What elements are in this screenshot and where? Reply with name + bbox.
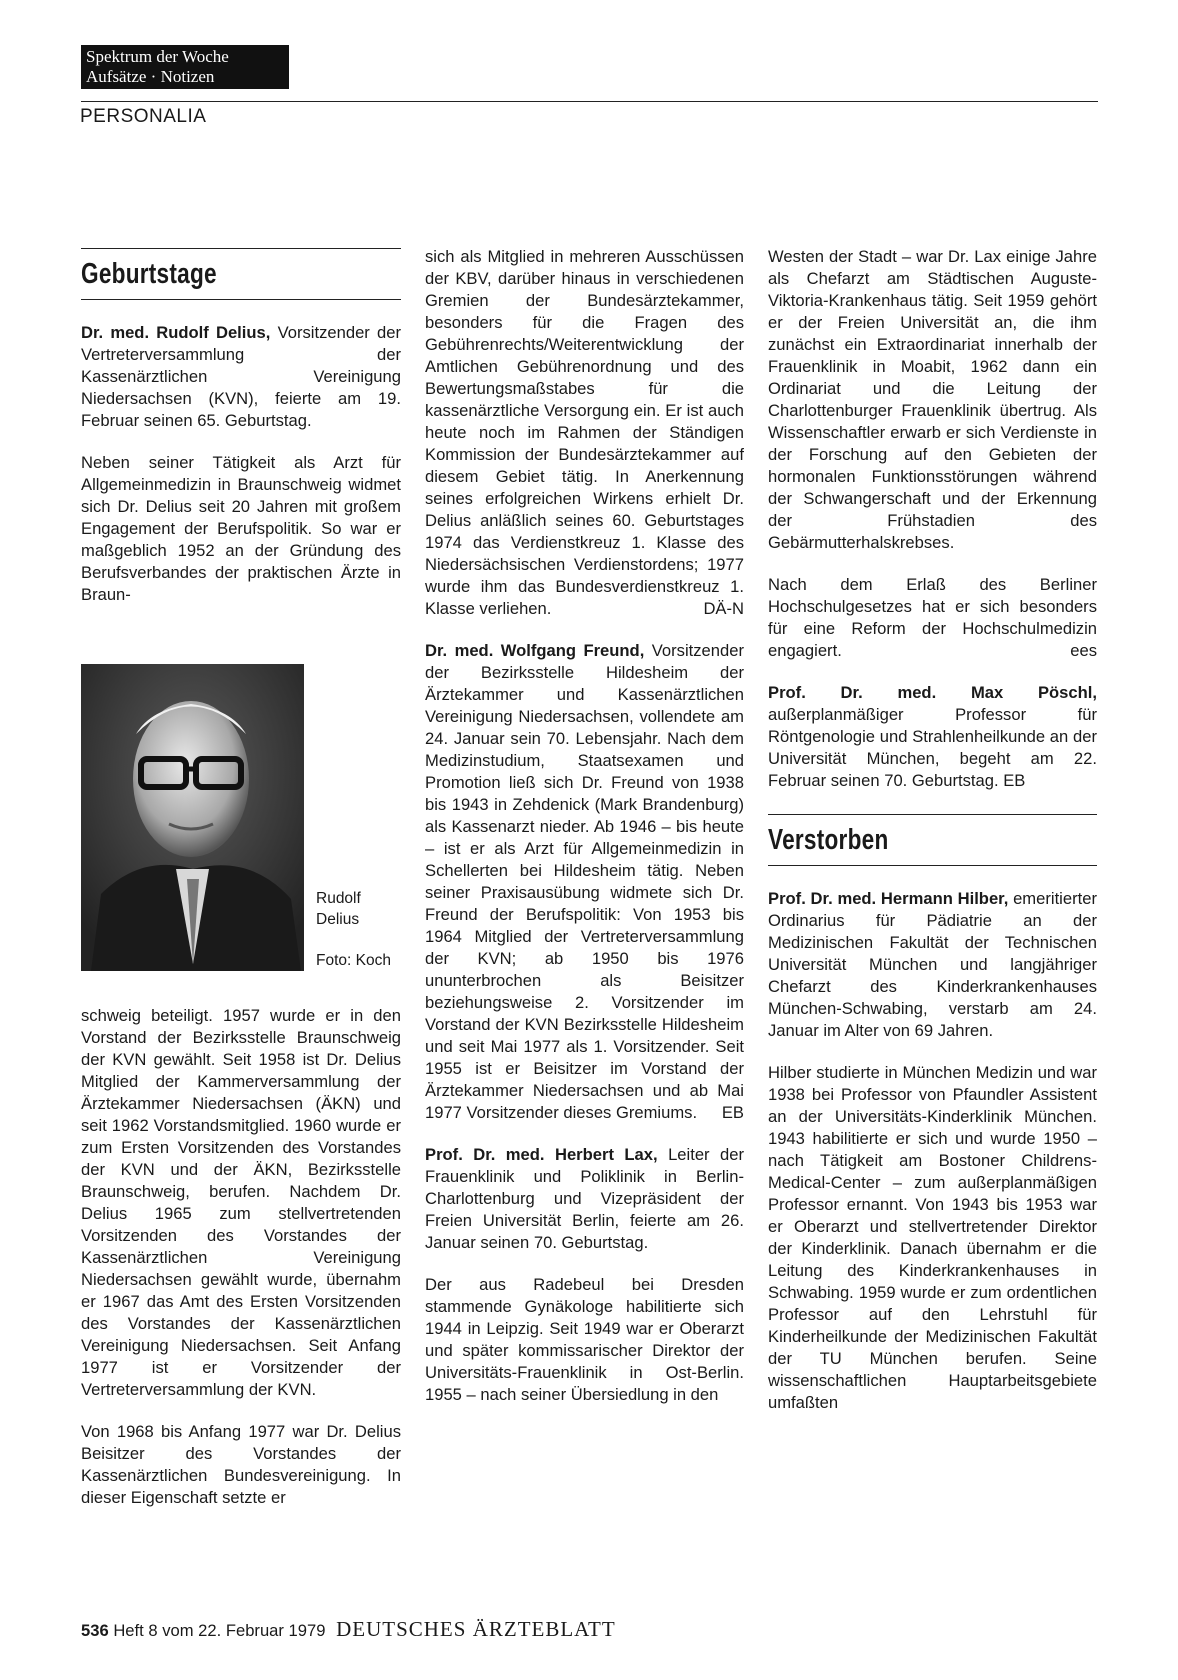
author-tag: EB [721, 1103, 744, 1122]
paragraph [768, 888, 1097, 1042]
person-name: Dr. med. Rudolf Delius, [81, 323, 271, 342]
section-label: PERSONALIA [80, 106, 207, 127]
person-name: Dr. med. Wolfgang Freund, [425, 641, 645, 660]
portrait-image [81, 664, 304, 971]
title-rule-bottom [768, 865, 1097, 866]
paragraph-text: Vorsitzender der Bezirksstelle Hildesheim der Ärztekammer und Kassenärztlichen Vereinigung Niedersachsen, vollendete am 24. Januar sein 70. Lebensjahr. Nach dem Medizinstudium, Staatsexamen und Promotion ließ sich Dr. Freund von 1938 bis 1943 in Zehdenick (Mark Brandenburg) als Kassenarzt nieder. Ab 1946 – bis heute – ist er als Arzt für Allgemeinmedizin in Schellerten bei Hildesheim tätig. Neben seiner Praxisausübung widmete sich Dr. Freund der Berufspolitik: Von 1953 bis 1964 Mitglied der Vertreterversammlung der KVN; ab 1950 bis 1976 ununterbrochen als Beisitzer beziehungsweise 2. Vorsitzender im Vorstand der KVN Bezirksstelle Hildesheim und seit Mai 1977 als 1. Vorsitzender. Seit 1955 ist er Beisitzer im Vorstand der Ärztekammer Niedersachsen und ab Mai 1977 Vorsitzender dieses Gremiums. [425, 641, 744, 1122]
paragraph-text: sich als Mitglied in mehreren Ausschüssen der KBV, darüber hinaus in verschiedenen Gremien der Bundesärztekammer, besonders für die Fragen des Gebührenrechts/Weiterentwicklung der Amtlichen Gebührenordnung und des Bewertungsmaßstabes für die kassenärztliche Versorgung ein. Er ist auch heute noch im Rahmen der Ständigen Kommission der Bundesärztekammer auf diesem Gebiet tätig. In Anerkennung seines erfolgreichen Wirkens erhielt Dr. Delius anläßlich seines 60. Geburtstages 1974 das Verdienstkreuz 1. Klasse des Niedersächsischen Verdienstordens; 1977 wurde ihm das Bundesverdienstkreuz 1. Klasse verliehen. [425, 247, 744, 618]
section-title-verstorben: Verstorben [768, 824, 889, 856]
paragraph [768, 682, 1097, 792]
magazine-name: DEUTSCHES ÄRZTEBLATT [336, 1617, 616, 1641]
photo-credit: Foto: Koch [316, 952, 391, 969]
paragraph [425, 246, 744, 620]
rubric-line-1: Spektrum der Woche [86, 47, 229, 66]
rubric-box [81, 45, 289, 89]
title-rule-top [768, 814, 1097, 815]
section-title-geburtstage: Geburtstage [81, 258, 217, 290]
paragraph [81, 322, 401, 432]
paragraph-text: Leiter der Frauenklinik und Poliklinik in Berlin-Charlottenburg und Vizepräsident der Freien Universität Berlin, feierte am 26. Januar seinen 70. Geburtstag. [425, 1145, 745, 1252]
paragraph: Der aus Radebeul bei Dresden stammende Gynäkologe habilitierte sich 1944 in Leipzig. Seit 1949 war er Oberarzt und später kommissarischer Direktor der Universitäts-Frauenklinik in Ost-Berlin. 1955 – nach seiner Übersiedlung in den [425, 1275, 744, 1404]
header-rule [81, 101, 1098, 102]
title-rule-top [81, 248, 401, 249]
page-footer [81, 1617, 616, 1642]
photo-caption-name [316, 888, 361, 930]
column-1 [81, 248, 401, 626]
paragraph-text: emeritierter Ordinarius für Pädiatrie an der Medizinischen Fakultät der Technischen Universität München und langjähriger Chefarzt des Kinderkrankenhauses München-Schwabing, verstarb am 24. Januar im Alter von 69 Jahren. [768, 889, 1097, 1040]
issue-info: Heft 8 vom 22. Februar 1979 [113, 1621, 326, 1640]
person-name: Prof. Dr. med. Hermann Hilber, [768, 889, 1009, 908]
caption-line: Rudolf [316, 890, 361, 907]
caption-line: Delius [316, 911, 360, 928]
person-name: Prof. Dr. med. Max Pöschl, [768, 683, 1097, 702]
column-1-continued [81, 1005, 401, 1529]
author-tag: ees [1070, 641, 1097, 660]
paragraph [768, 574, 1097, 662]
paragraph: Westen der Stadt – war Dr. Lax einige Jahre als Chefarzt am Städtischen Auguste-Viktoria-Krankenhaus tätig. Seit 1959 gehört er der Freien Universität an, die ihm zunächst ein Extraordinariat innerhalb der Frauenklinik in Moabit, 1962 dann ein Ordinariat und die Leitung der Charlottenburger Frauenklinik übertrug. Als Wissenschaftler erwarb er sich Verdienste in der Forschung auf den Gebieten der hormonalen Funktionsstörungen während der Schwangerschaft und der Erkennung der Frühstadien des Gebärmutterhalskrebses. [768, 247, 1097, 552]
paragraph: Hilber studierte in München Medizin und war 1938 bei Professor von Pfaundler Assistent an der Universitäts-Kinderklinik München. 1943 habilitierte er sich und wurde 1950 – nach Tätigkeit am Bostoner Childrens-Medical-Center – zum außerplanmäßigen Professor ernannt. Von 1943 bis 1953 war er Oberarzt und stellvertretender Direktor der Kinderklinik. Danach übernahm er die Leitung des Kinderkrankenhauses in Schwabing. 1959 wurde er zum ordentlichen Professor auf den Lehrstuhl für Kinderheilkunde der Medizinischen Fakultät der TU München berufen. Seine wissenschaftlichen Hauptarbeitsgebiete umfaßten [768, 1063, 1097, 1412]
author-tag: DÄ-N [703, 599, 744, 618]
paragraph: Neben seiner Tätigkeit als Arzt für Allgemeinmedizin in Braunschweig widmet sich Dr. Delius seit 20 Jahren mit großem Engagement der Berufspolitik. So war er maßgeblich 1952 an der Gründung des Berufsverbandes der praktischen Ärzte in Braun- [81, 453, 401, 604]
paragraph [425, 640, 744, 1124]
paragraph: Von 1968 bis Anfang 1977 war Dr. Delius Beisitzer des Vorstandes der Kassenärztlichen Bundesvereinigung. In dieser Eigenschaft setzte er [81, 1422, 401, 1507]
rubric-line-2: Aufsätze · Notizen [86, 67, 215, 86]
column-3 [768, 246, 1097, 1434]
paragraph-text: Nach dem Erlaß des Berliner Hochschulgesetzes hat er sich besonders für eine Reform der Hochschulmedizin engagiert. [768, 575, 1097, 660]
column-2 [425, 246, 744, 1426]
paragraph: schweig beteiligt. 1957 wurde er in den Vorstand der Bezirksstelle Braunschweig der KVN gewählt. Seit 1958 ist Dr. Delius Mitglied der Kammerversammlung der Ärztekammer Niedersachsen (ÄKN) und seit 1962 Vorstandsmitglied. 1960 wurde er zum Ersten Vorsitzenden des Vorstandes der KVN und der ÄKN, Bezirksstelle Braunschweig, berufen. Nachdem Dr. Delius 1965 zum stellvertretenden Vorsitzenden des Vorstandes der Kassenärztlichen Vereinigung Niedersachsen gewählt wurde, übernahm er 1967 das Amt des Ersten Vorsitzenden des Vorstandes der Kassenärztlichen Vereinigung Niedersachsen. Seit Anfang 1977 ist er Vorsitzender der Vertreterversammlung der KVN. [81, 1006, 401, 1399]
page-number: 536 [81, 1621, 109, 1640]
title-rule-bottom [81, 299, 401, 300]
paragraph-text: Vorsitzender der Vertreterversammlung der Kassenärztlichen Vereinigung Niedersachsen (KVN), feierte am 19. Februar seinen 65. Geburtstag. [81, 323, 401, 430]
paragraph [425, 1144, 744, 1254]
person-name: Prof. Dr. med. Herbert Lax, [425, 1145, 658, 1164]
author-tag: EB [1003, 771, 1026, 790]
paragraph-text: außerplanmäßiger Professor für Röntgenologie und Strahlenheilkunde an der Universität München, begeht am 22. Februar seinen 70. Geburtstag. [768, 705, 1097, 790]
portrait-photo [81, 664, 304, 971]
